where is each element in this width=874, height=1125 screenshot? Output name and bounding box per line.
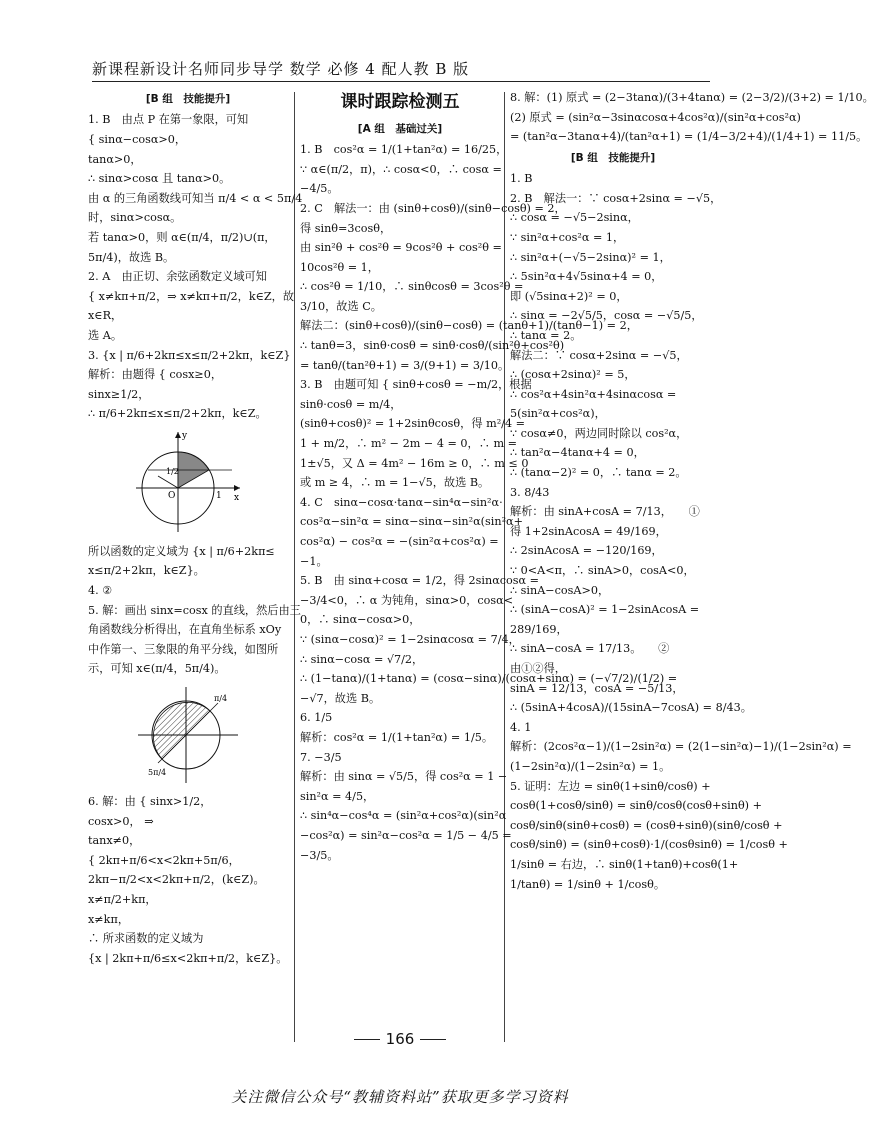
answer-block [88,542,301,679]
text-line: ∴ sinA−cosA>0， [510,583,610,597]
text-line: 中作第一、三象限的角平分线，如图所 [88,642,279,656]
text-line: 由 α 的三角函数线可知当 π/4 < α < 5π/4 [88,191,303,205]
footer-note: 关注微信公众号“教辅资料站”获取更多学习资料 [231,1088,569,1106]
text-line: 4. 1 [510,720,532,734]
text-line: cosθ/sinθ) = (sinθ+cosθ)·1/(cosθsinθ) = 1/cosθ + [510,838,788,852]
text-line: ∴ cosα = −√5−2sinα， [510,211,639,225]
page-number-dash [354,1039,380,1040]
origin-label: O [168,490,176,501]
text-line: 1 + m/2，∴ m² − 2m − 4 = 0，∴ m = [300,437,518,451]
text-line: ∴ tanθ=3，sinθ·cosθ = sinθ·cosθ/(sin²θ+cos²θ) [300,339,565,353]
text-line: (sinθ+cosθ)² = 1+2sinθcosθ，得 m²/4 = [300,417,526,431]
page-number [0,1030,800,1048]
text-line: 10cos²θ = 1， [300,260,379,274]
text-line: ∴ (5sinA+4cosA)/(15sinA−7cosA) = 8/43。 [510,701,752,715]
text-line: 解析：cos²α = 1/(1+tan²α) = 1/5。 [300,730,494,744]
text-line: ∴ (tanα−2)² = 0，∴ tanα = 2。 [510,466,687,480]
text-line: x∈R， [88,309,123,323]
text-line: 解析：(2cos²α−1)/(1−2sin²α) = (2(1−sin²α)−1)/(1−2sin²α) = [510,740,852,754]
text-line: 即 (√5sinα+2)² = 0， [510,289,628,303]
axis-label-y: y [182,430,188,441]
text-line: tanα>0， [88,152,142,166]
text-line: ∴ (1−tanα)/(1+tanα) = (cosα−sinα)/(cosα+sinα) = (−√7/2)/(1/2) = [300,672,678,686]
text-line: x≠π/2+kπ， [88,893,157,906]
angle-label-5pi-4: 5π/4 [148,768,167,778]
answer-column-3 [510,88,874,1053]
text-line: 由 sin²θ + cos²θ = 9cos²θ + cos²θ = [300,241,502,255]
text-line: 1. B [510,172,533,186]
text-line: ∴ sinα>cosα 且 tanα>0。 [88,172,231,186]
text-line: cos²α) − cos²α = −(sin²α+cos²α) = [300,535,499,548]
tick-label-half: 1/2 [166,466,179,476]
text-line: ∵ (sinα−cosα)² = 1−2sinαcosα = 7/4， [300,632,520,646]
text-line: ∴ sin⁴α−cos⁴α = (sin²α+cos²α)(sin²α [300,809,507,823]
text-line: 3/10，故选 C。 [300,299,382,313]
text-line: ∵ α∈(π/2，π)，∴ cosα<0，∴ cosα = [300,162,502,176]
page-header [92,58,710,84]
text-line: 5. 证明：左边 = sinθ(1+sinθ/cosθ) + [510,779,711,793]
text-line: sin²α = 4/5， [300,789,375,803]
answer-column-1 [88,88,303,1053]
test-title: 课时跟踪检测五 [340,92,460,112]
text-line: 得 1+2sinAcosA = 49/169， [510,524,667,538]
text-line: 6. 1/5 [300,711,333,725]
text-line: 示，可知 x∈(π/4，5π/4)。 [88,662,226,676]
text-line: −1。 [300,554,328,568]
text-line: 5π/4)，故选 B。 [88,250,175,264]
text-line: 289/169， [510,622,568,636]
text-line: x≤π/2+2kπ，k∈Z}。 [88,564,205,578]
text-line: 解析：由 sinA+cosA = 7/13， ① [510,505,700,519]
text-line: {x | 2kπ+π/6≤x<2kπ+π/2，k∈Z}。 [88,951,288,965]
text-line: 2. B 解法一：∵ cosα+2sinα = −√5， [510,191,722,205]
answer-block [88,792,288,968]
text-line: tanx≠0， [88,834,141,848]
text-line: −√7，故选 B。 [300,691,381,705]
text-line: ∴ sinα−cosα = √7/2， [300,652,424,666]
text-line: (2) 原式 = (sin²α−3sinαcosα+4cos²α)/(sin²α+cos²α) [510,110,801,124]
text-line: { 2kπ+π/6<x<2kπ+5π/6， [88,853,240,867]
text-line: = (tan²α−3tanα+4)/(tan²α+1) = (1/4−3/2+4)/(1/4+1) = 11/5。 [510,130,868,144]
answer-block [510,169,852,894]
column-divider [294,92,295,1042]
text-line: sinx≥1/2， [88,387,150,401]
text-line: 7. −3/5 [300,750,342,764]
tick-label-one: 1 [216,490,222,501]
answer-block [88,110,303,424]
text-line: −cos²α) = sin²α−cos²α = 1/5 − 4/5 = [300,828,512,842]
text-line: { sinα−cosα>0， [88,132,187,146]
text-line: 若 tanα>0，则 α∈(π/4，π/2)∪(π， [88,230,276,244]
text-line: 所以函数的定义域为 {x | π/6+2kπ≤ [88,544,275,558]
text-line: sinA = 12/13，cosA = −5/13， [510,681,684,695]
text-line: ∴ 5sin²α+4√5sinα+4 = 0， [510,270,663,284]
text-line: x≠kπ， [88,912,130,926]
section-heading: [B 组 技能提升] [145,93,231,105]
text-line: 8. 解：(1) 原式 = (2−3tanα)/(3+4tanα) = (2−3/2)/(3+2) = 1/10。 [510,91,874,104]
text-line: ∴ sinA−cosA = 17/13。 ② [510,642,670,656]
page-number-dash [420,1039,446,1040]
text-line: ∴ (sinA−cosA)² = 1−2sinAcosA = [510,603,700,617]
text-line: 由①②得， [510,662,566,675]
text-line: 解析：由 sinα = √5/5，得 cos²α = 1 − [300,770,508,784]
text-line: 0，∴ sinα−cosα>0， [300,613,421,627]
text-line: ∴ π/6+2kπ≤x≤π/2+2kπ，k∈Z。 [88,407,267,421]
text-line: sinθ·cosθ = m/4， [300,397,402,411]
text-line: 解法二：(sinθ+cosθ)/(sinθ−cosθ) = (tanθ+1)/(tanθ−1) = 2， [300,319,638,333]
unit-circle-figure [128,683,248,788]
text-line: 选 A。 [88,328,123,342]
text-line: ∴ cos²θ = 1/10，∴ sinθcosθ = 3cos²θ = [300,280,524,294]
text-line: cosx>0， ⇒ [88,814,154,828]
column-divider [504,92,505,1042]
text-line: = tanθ/(tan²θ+1) = 3/(9+1) = 3/10。 [300,358,510,372]
text-line: 3. 8/43 [510,485,550,499]
text-line: 1±√5，又 Δ = 4m² − 16m ≥ 0，∴ m ≤ 0 [300,456,529,470]
text-line: 6. 解：由 { sinx>1/2， [88,795,212,809]
answer-block [510,88,874,147]
section-heading: [B 组 技能提升] [570,151,656,164]
text-line: 5(sin²α+cos²α)， [510,407,606,421]
text-line: ∵ sin²α+cos²α = 1， [510,230,625,244]
text-line: 5. B 由 sinα+cosα = 1/2，得 2sinαcosα = [300,574,539,588]
text-line: 得 sinθ=3cosθ， [300,221,392,235]
text-line: ∴ 所求函数的定义域为 [88,932,204,946]
text-line: 1/tanθ) = 1/sinθ + 1/cosθ。 [510,877,666,891]
text-line: 解法二：∵ cosα+2sinα = −√5， [510,348,688,362]
text-line: −4/5。 [300,182,339,196]
text-line: cos²α−sin²α = sinα−sinα−sin²α(sin²α+ [300,515,523,529]
text-line: −3/5。 [300,848,339,862]
text-line: 1/sinθ = 右边，∴ sinθ(1+tanθ)+cosθ(1+ [510,857,739,871]
text-line: ∴ (cosα+2sinα)² = 5， [510,368,636,382]
text-line: 3. B 由题可知 { sinθ+cosθ = −m/2，根据 [300,378,532,392]
text-line: ∵ cosα≠0，两边同时除以 cos²α， [510,426,688,440]
text-line: 或 m ≥ 4，∴ m = 1−√5，故选 B。 [300,476,490,490]
text-line: 2. C 解法一：由 (sinθ+cosθ)/(sinθ−cosθ) = 2， [300,201,566,215]
text-line: 1. B 由点 P 在第一象限，可知 [88,113,249,127]
text-line: −3/4<0，∴ α 为钝角，sinα>0，cosα< [300,593,514,607]
text-line: ∵ 0<A<π，∴ sinA>0，cosA<0， [510,564,695,578]
text-line: ∴ tan²α−4tanα+4 = 0， [510,446,645,460]
text-line: ∴ sinα = −2√5/5，cosα = −√5/5， [510,309,703,323]
header-rule [92,81,710,82]
axis-label-x: x [234,492,240,503]
text-line: ∴ 2sinAcosA = −120/169， [510,544,663,558]
text-line: ∴ tanα = 2。 [510,328,582,342]
text-line: { x≠kπ+π/2，⇒ x≠kπ+π/2，k∈Z，故 [88,289,295,303]
text-line: 4. ② [88,584,113,598]
text-line: cosθ/sinθ(sinθ+cosθ) = (cosθ+sinθ)(sinθ/cosθ + [510,818,783,832]
page-number-text: 166 [385,1030,415,1048]
text-line: 3. {x | π/6+2kπ≤x≤π/2+2kπ，k∈Z} [88,348,291,362]
text-line: 角函数线分析得出，在直角坐标系 xOy [88,623,282,637]
text-line: 5. 解：画出 sinx=cosx 的直线，然后由三 [88,603,301,617]
text-line: cosθ(1+cosθ/sinθ) = sinθ/cosθ(cosθ+sinθ) + [510,799,762,813]
text-line: 2kπ−π/2<x<2kπ+π/2，(k∈Z)。 [88,873,265,887]
angle-label-pi-4: π/4 [214,694,228,704]
unit-circle-figure [128,428,248,538]
book-title: 新课程新设计名师同步导学 数学 必修 4 配人教 B 版 [92,60,470,78]
text-line: 4. C sinα−cosα·tanα−sin⁴α−sin²α· [300,495,503,509]
text-line: 时，sinα>cosα。 [88,211,182,225]
text-line: ∴ sin²α+(−√5−2sinα)² = 1， [510,250,671,264]
text-line: (1−2sin²α)/(1−2sin²α) = 1。 [510,759,671,773]
text-line: 解析：由题得 { cosx≥0， [88,368,223,382]
text-line: 1. B cos²α = 1/(1+tan²α) = 16/25， [300,143,508,157]
section-heading: [A 组 基础过关] [357,122,443,135]
text-line: ∴ cos²α+4sin²α+4sinαcosα = [510,387,677,401]
text-line: 2. A 由正切、余弦函数定义域可知 [88,270,267,284]
